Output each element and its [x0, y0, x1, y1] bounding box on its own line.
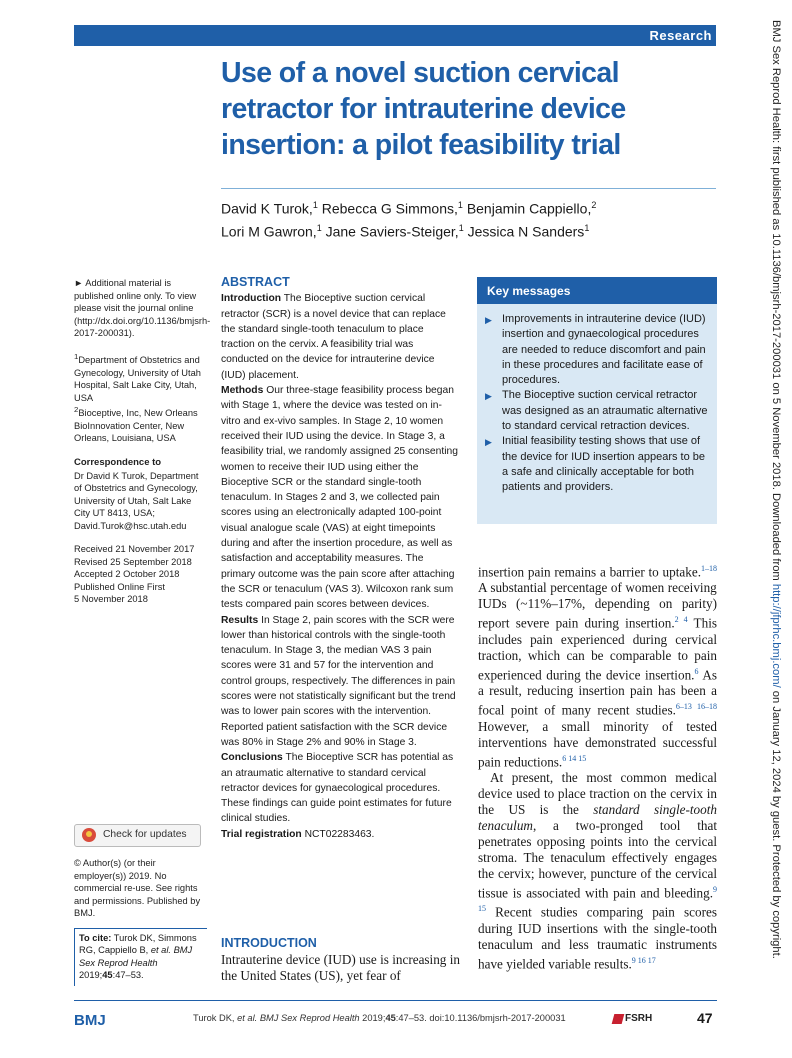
key-messages-list	[485, 312, 713, 496]
author-line-2: Lori M Gawron,$^1$ Jane Saviers-Steiger,$^1$ Jessica N Sanders$^1$	[221, 222, 590, 240]
author[interactable]: Jessica N Sanders	[467, 223, 585, 240]
section-banner	[74, 25, 716, 46]
author-list	[221, 196, 716, 241]
fsrh-logo[interactable]: FSRH	[613, 1008, 693, 1032]
copyright-note: © Author(s) (or their employer(s)) 2019. No commercial re-use. See rights and permissions. Published by BMJ.	[74, 858, 201, 918]
author[interactable]: Jane Saviers-Steiger,	[325, 223, 459, 240]
introduction-heading: INTRODUCTION	[221, 936, 317, 950]
footer-citation: Turok DK, et al. BMJ Sex Reprod Health 2019;45:47–53. doi:10.1136/bmjsrh-2017-200031	[193, 1013, 566, 1023]
abstract-conclusions: Conclusions The Bioceptive SCR has potential as an atraumatic alternative to standard cervical retractor devices for gynaecological procedures. These findings can guide point estimates for future clinical studies.	[221, 752, 454, 825]
body-paragraph: At present, the most common medical device used to place traction on the cervix in the US is the standard single-tooth tenaculum, a two-pronged tool that penetrates opposing points into the cervical stroma. The tenaculum effectively engages the cervix; however, puncture of the cervical tissue is associated with pain and bleeding.$^{9 15}$ Recent studies comparing pain scores during IUD insertions with the single-tooth tenaculum and less traumatic instruments have yielded variable results.$^{9 16 17}$	[478, 769, 717, 972]
abstract	[221, 275, 459, 842]
key-message-item: ▶ Initial feasibility testing shows that use of the device for IUD insertion appears to be a safe and clinically acceptable for both patients and providers.	[485, 435, 706, 494]
abstract-trial-registration: Trial registration NCT02283463.	[221, 828, 375, 840]
introduction-text: Intrauterine device (IUD) use is increasing in the United States (US), yet fear of	[221, 952, 460, 983]
abstract-methods: Methods Our three-stage feasibility process began with Stage 1, where the device was tested on in-vitro and ex-vivo samples. In Stage 2, 10 women received their IUD using the device. In Stage 3, a feasibility trial, we randomly assigned 25 consenting women to receive their IUD using either the Bioceptive SCR or the standard single-tooth tenaculum. In Stages 2 and 3, we collected pain scores using an electronically adapted 100-point visual analogue scale (VAS) at eight timepoints during and after the insertion procedure, as well as satisfaction and acceptability measures. The primary outcome was the pain score after attaching the SCR or tenaculum (VAS 3). Wilcoxon rank sum tests compared pain scores between devices.	[221, 385, 458, 611]
key-message-item: ▶ The Bioceptive suction cervical retractor was designed as an atraumatic alternative to standard cervical retraction devices.	[485, 389, 708, 433]
title-divider	[221, 188, 716, 189]
check-for-updates-button[interactable]: Check for updates	[74, 824, 201, 847]
author[interactable]: Rebecca G Simmons,	[321, 200, 458, 217]
footer-divider	[74, 1000, 717, 1001]
citation-box: To cite: Turok DK, Simmons RG, Cappiello B, et al. BMJ Sex Reprod Health 2019;45:47–53.	[74, 928, 207, 986]
article-title: Use of a novel suction cervical retractor for intrauterine device insertion: a pilot feasibility trial	[221, 57, 626, 161]
update-badge-icon	[82, 828, 96, 842]
key-messages-header: Key messages	[477, 277, 717, 304]
body-paragraph: insertion pain remains a barrier to uptake.$^{1-18}$ A substantial percentage of women receiving IUDs (~11%–17%, depending on parity) report severe pain during insertion.$^{2 4}$ This includes pain experienced during cervical traction, which can be comparable to pain experienced during the device insertion.$^6$ As a result, reducing insertion pain has been a focal point of many recent studies.$^{6-13 16-18}$ However, a small minority of tested interventions have demonstrated successful pain reductions.$^{6 14 15}$	[478, 564, 718, 769]
abstract-heading: ABSTRACT	[221, 275, 290, 289]
triangle-bullet-icon: ▶	[485, 437, 492, 448]
abstract-introduction: Introduction The Bioceptive suction cervical retractor (SCR) is a novel device that can replace the standard single-tooth tenaculum to place traction on the cervix. A feasibility trial was conducted on the device for intrauterine device (IUD) placement.	[221, 293, 446, 381]
body-text-column	[478, 561, 717, 972]
additional-material-note: ► Additional material is published online only. To view please visit the journal online (http://dx.doi.org/10.1136/bmjsrh-2017-200031).	[74, 278, 211, 338]
triangle-bullet-icon: ▶	[485, 315, 492, 325]
author[interactable]: Lori M Gawron,	[221, 223, 317, 240]
correspondence: Correspondence to Dr David K Turok, Department of Obstetrics and Gynecology, University of Utah, Salt Lake City UT 8413, USA; David.Turok@hsc.utah.edu	[74, 457, 199, 531]
abstract-results: Results In Stage 2, pain scores with the SCR were lower than historical controls with the single-tooth tenaculum. In Stage 3, the median VAS 3 pain scores were 31 and 57 for the intervention and control groups, respectively. The differences in pain scores were not statistically significant but the trend was to lower pain scores with the intervention. Reported patient satisfaction with the SCR device was 80% in Stage 2% and 90% in Stage 3.	[221, 614, 456, 748]
article-dates: Received 21 November 2017 Revised 25 September 2018 Accepted 2 October 2018 Published Online First 5 November 2018	[74, 544, 195, 604]
triangle-bullet-icon: ▶	[485, 391, 492, 402]
affiliations: $^1$Department of Obstetrics and Gynecology, University of Utah Hospital, Salt Lake City, Utah, USA $^2$Bioceptive, Inc, New Orleans BioInnovation Center, New Orleans, Louisiana, USA	[74, 352, 201, 444]
section-label: Research	[649, 28, 712, 43]
journal-link[interactable]: http://jfprhc.bmj.com/	[770, 583, 782, 688]
author-line-1: David K Turok,$^1$ Rebecca G Simmons,$^1$ Benjamin Cappiello,$^2$	[221, 200, 597, 217]
key-message-item: ▶ Improvements in intrauterine device (IUD) insertion and gynaecological procedures are needed to reduce discomfort and pain in these procedures and facilitate ease of procedures.	[485, 313, 706, 387]
author[interactable]: Benjamin Cappiello,	[466, 200, 592, 217]
publisher-logo[interactable]: BMJ	[74, 1012, 106, 1029]
key-messages-box	[477, 277, 717, 524]
fsrh-mark-icon	[612, 1014, 625, 1024]
introduction-section	[221, 935, 460, 984]
page-number: 47	[697, 1010, 713, 1026]
download-note-vertical: BMJ Sex Reprod Health: first published as 10.1136/bmjsrh-2017-200031 on 5 November 2018. Downloaded from http://jfprhc.bmj.com/ on January 12, 2024 by guest. Protected by copyright.	[770, 20, 782, 959]
author[interactable]: David K Turok,	[221, 200, 313, 217]
